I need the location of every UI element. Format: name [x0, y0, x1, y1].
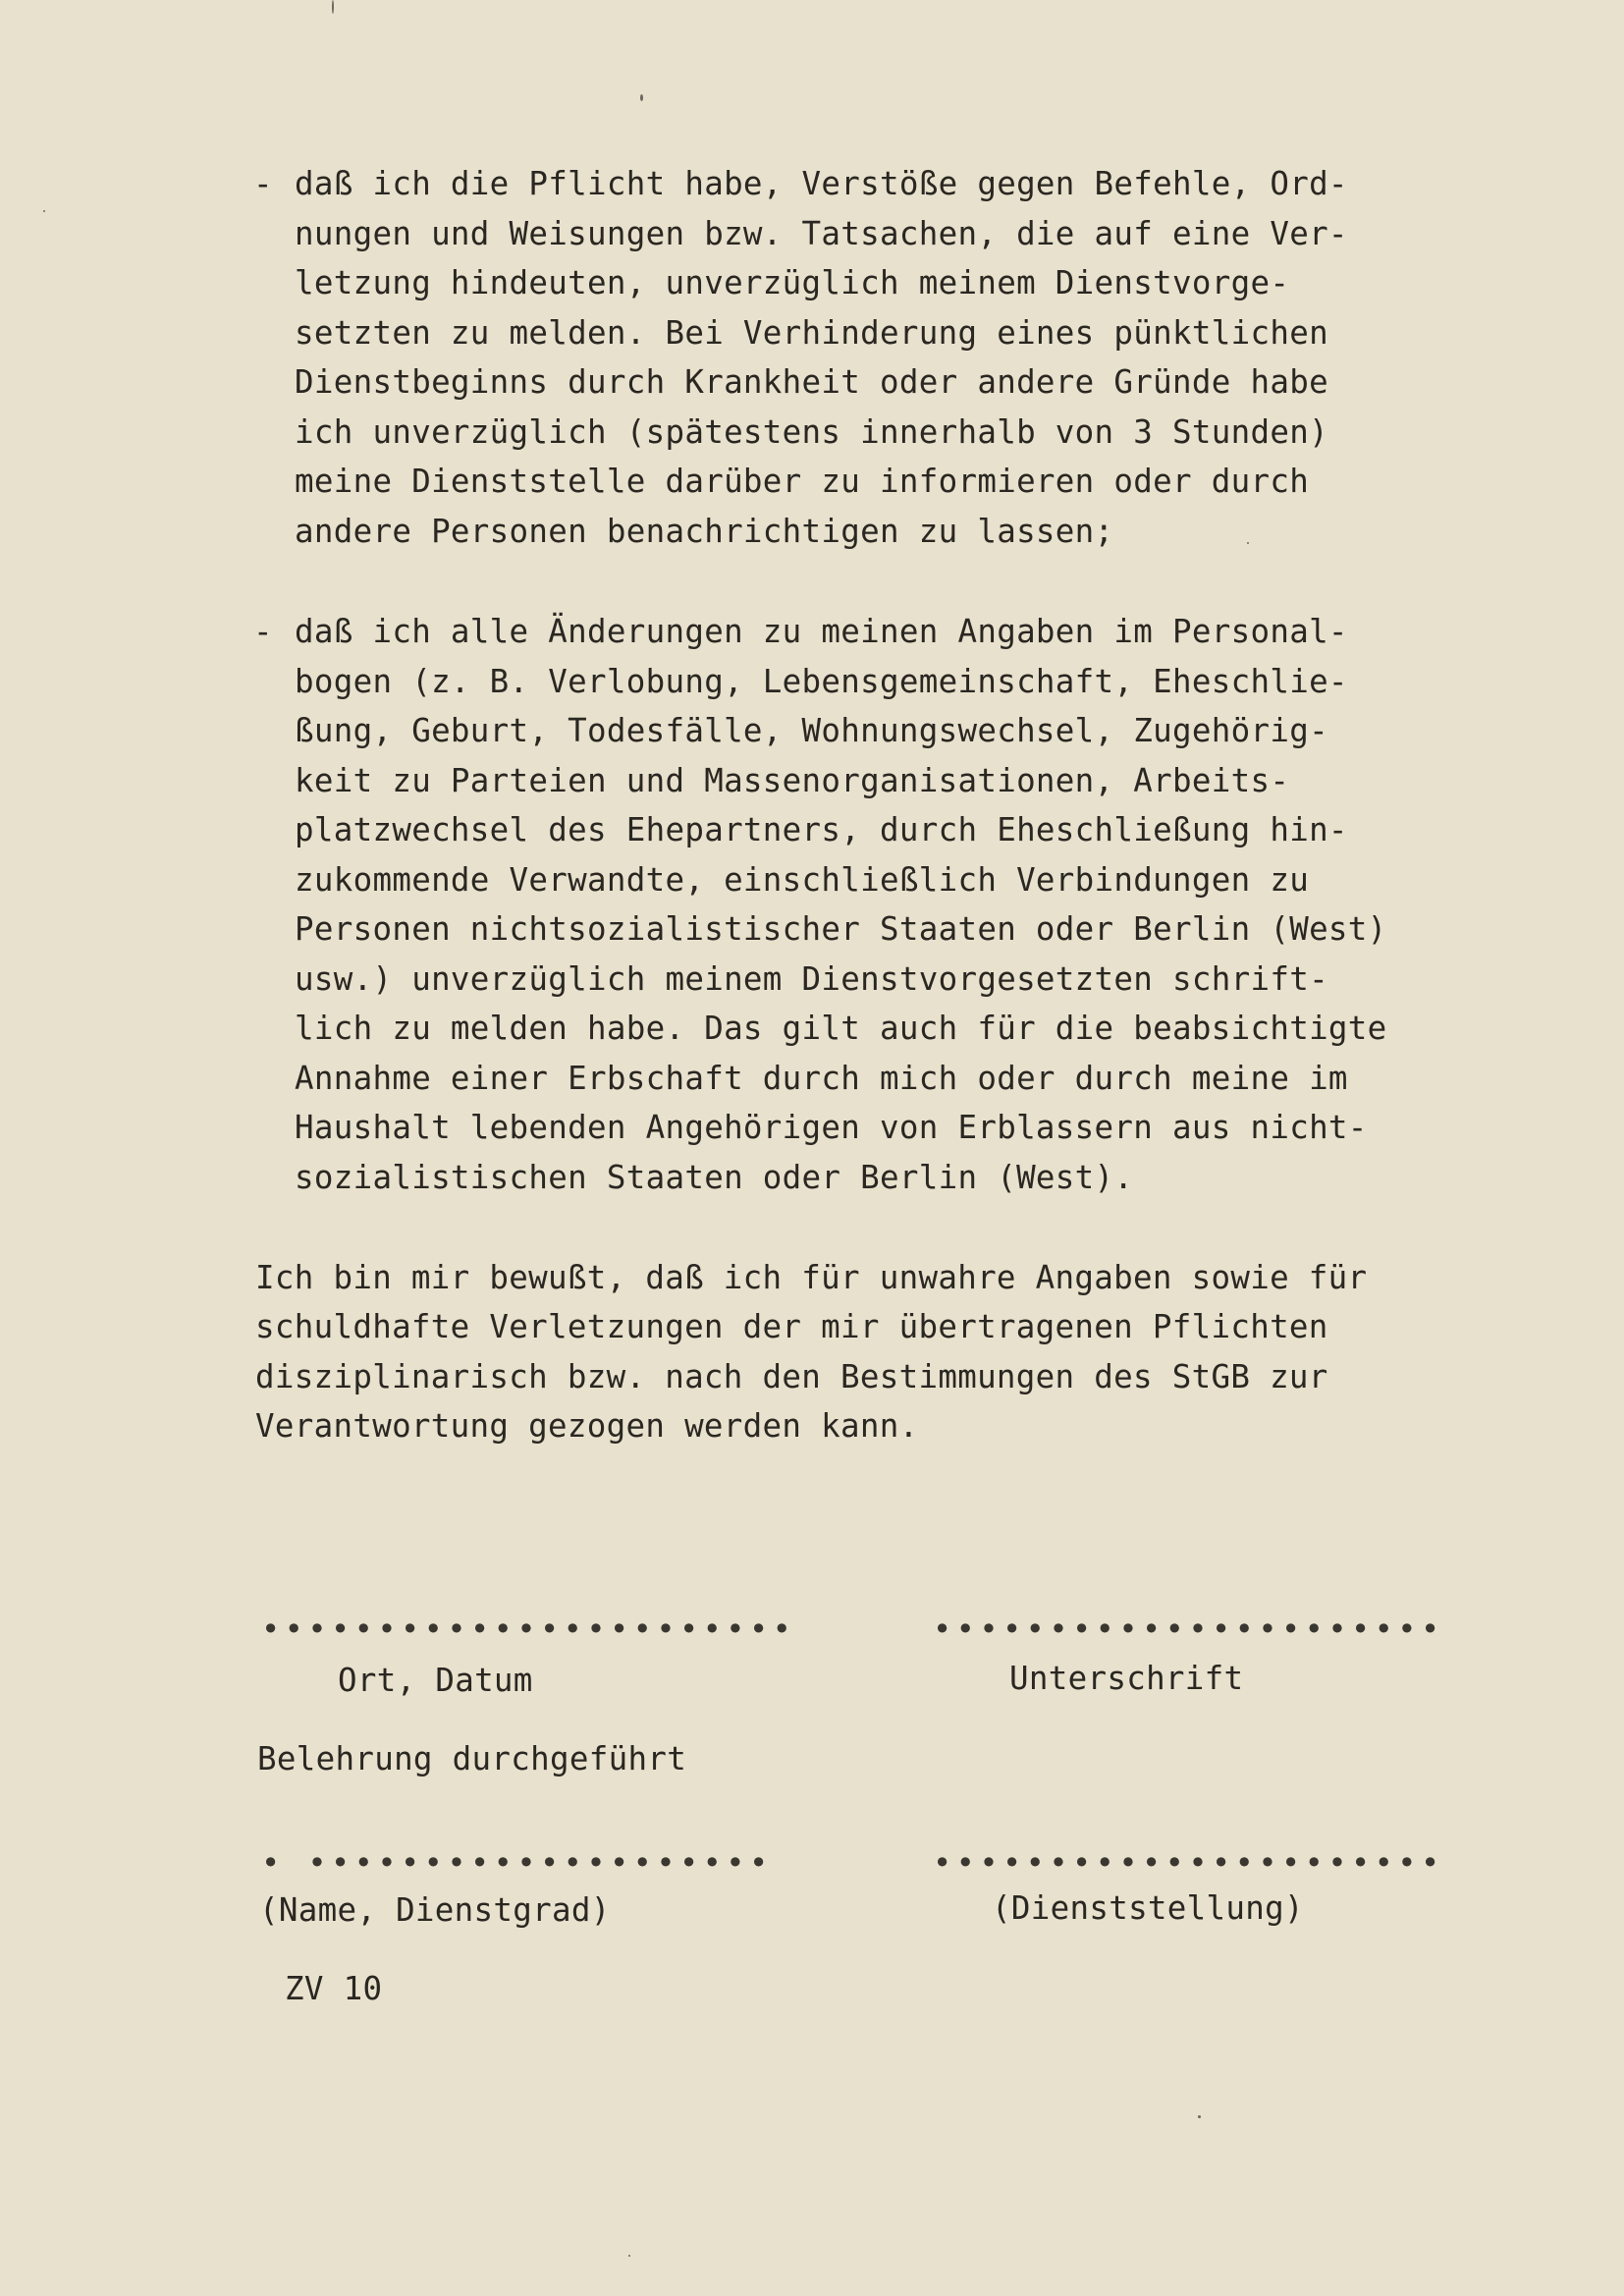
- item-2-line: daß ich alle Änderungen zu meinen Angaben im Personal-: [295, 613, 1348, 650]
- statement-line: schuldhafte Verletzungen der mir übertragenen Pflichten: [255, 1308, 1328, 1345]
- paper-speck: [332, 0, 334, 14]
- paper-speck: [640, 94, 643, 101]
- name-rank-line: • ••••••••••••••••••••: [261, 1844, 773, 1882]
- item-2-line: platzwechsel des Ehepartners, durch Eheschließung hin-: [295, 811, 1348, 848]
- item-2-line: zukommende Verwandte, einschließlich Verbindungen zu: [295, 861, 1310, 899]
- item-2-line: Annahme einer Erbschaft durch mich oder durch meine im: [295, 1060, 1348, 1097]
- paper-speck: [628, 2255, 630, 2257]
- item-1-line: daß ich die Pflicht habe, Verstöße gegen Befehle, Ord-: [295, 165, 1348, 202]
- item-1-line: nungen und Weisungen bzw. Tatsachen, die auf eine Ver-: [295, 215, 1348, 252]
- paper-speck: [43, 210, 45, 212]
- office-line: ••••••••••••••••••••••: [933, 1844, 1444, 1882]
- name-rank-label: (Name, Dienstgrad): [259, 1891, 611, 1929]
- item-1-line: meine Dienststelle darüber zu informieren oder durch: [295, 463, 1310, 500]
- item-1-line: Dienstbeginns durch Krankheit oder andere Gründe habe: [295, 363, 1328, 401]
- item-2-line: keit zu Parteien und Massenorganisationen, Arbeits-: [295, 762, 1290, 799]
- item-1-line: setzten zu melden. Bei Verhinderung eines pünktlichen: [295, 314, 1328, 352]
- form-code: ZV 10: [285, 1970, 383, 2007]
- statement-line: Verantwortung gezogen werden kann.: [255, 1407, 919, 1445]
- item-1-line: ich unverzüglich (spätestens innerhalb von 3 Stunden): [295, 413, 1328, 451]
- place-date-line: •••••••••••••••••••••••: [261, 1611, 796, 1648]
- paper-speck: [1247, 542, 1249, 544]
- item-2-line: sozialistischen Staaten oder Berlin (West).: [295, 1159, 1134, 1196]
- item-2-line: Personen nichtsozialistischer Staaten oder Berlin (West): [295, 910, 1387, 948]
- item-2-marker: -: [253, 613, 273, 650]
- item-2-line: ßung, Geburt, Todesfälle, Wohnungswechsel, Zugehörig-: [295, 712, 1328, 749]
- office-label: (Dienststellung): [992, 1889, 1304, 1927]
- place-date-label: Ort, Datum: [338, 1662, 533, 1699]
- item-2-line: usw.) unverzüglich meinem Dienstvorgesetzten schrift-: [295, 960, 1328, 998]
- item-2-line: bogen (z. B. Verlobung, Lebensgemeinschaft, Eheschlie-: [295, 663, 1348, 700]
- statement-line: Ich bin mir bewußt, daß ich für unwahre Angaben sowie für: [255, 1259, 1368, 1296]
- statement-line: disziplinarisch bzw. nach den Bestimmungen des StGB zur: [255, 1358, 1328, 1395]
- signature-label: Unterschrift: [1009, 1660, 1244, 1697]
- item-2-line: lich zu melden habe. Das gilt auch für die beabsichtigte: [295, 1010, 1387, 1047]
- instruction-text: Belehrung durchgeführt: [257, 1740, 687, 1777]
- signature-line: ••••••••••••••••••••••: [933, 1611, 1444, 1648]
- item-1-line: letzung hindeuten, unverzüglich meinem Dienstvorge-: [295, 264, 1290, 301]
- item-1-marker: -: [253, 165, 273, 202]
- item-2-line: Haushalt lebenden Angehörigen von Erblassern aus nicht-: [295, 1109, 1368, 1146]
- paper-speck: [1198, 2115, 1201, 2118]
- item-1-line: andere Personen benachrichtigen zu lassen;: [295, 513, 1114, 550]
